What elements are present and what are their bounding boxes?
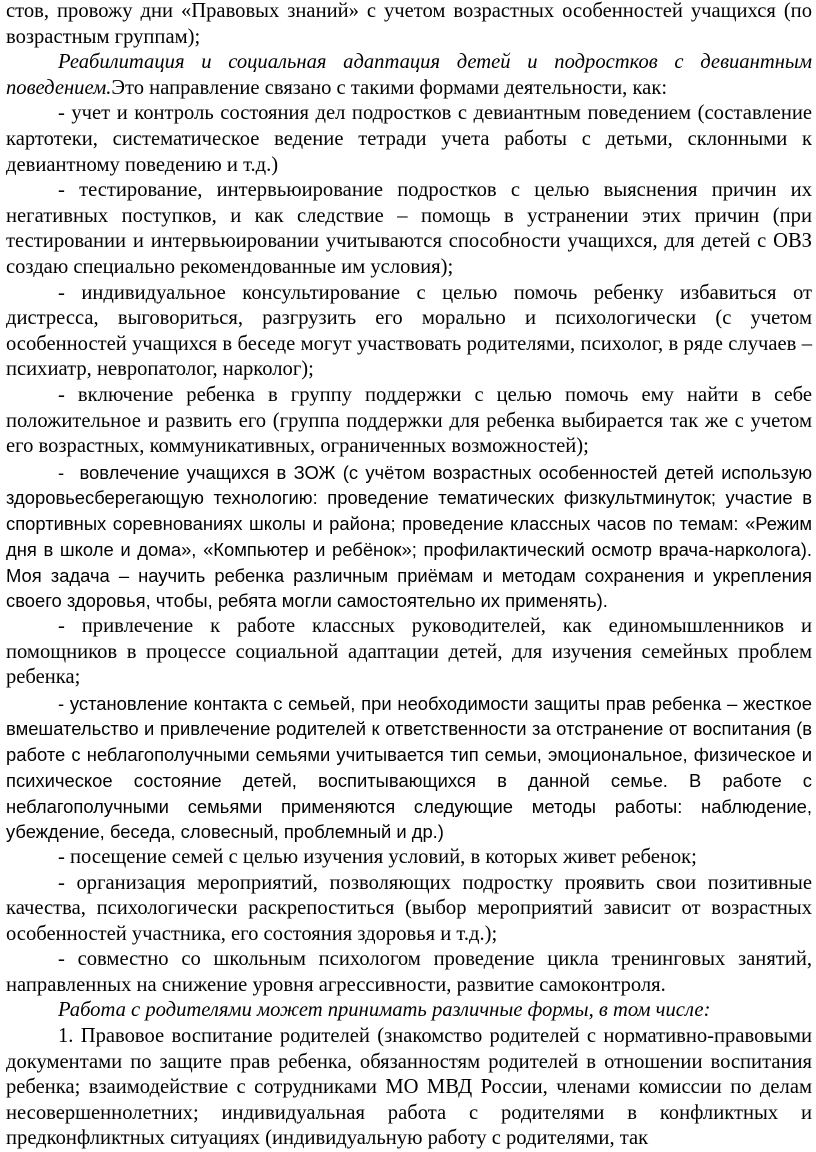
section-heading-description: Это направление связано с такими формами деятельности, как: xyxy=(111,76,668,99)
list-item-events: - организация мероприятий, позволяющих подростку проявить свои позитивные качества, психологически раскрепоститься (выбор мероприятий зависит от возрастных особенностей участника, его состояния здоровья и т.д.); xyxy=(6,871,812,945)
numbered-item-legal-education: 1. Правовое воспитание родителей (знакомство родителей с нормативно-правовыми документами по защите прав ребенка, обязанностям родителей в отношении воспитания ребенка; взаимодействие с сотрудниками МО МВД России, членами комиссии по делам несовершеннолетних; индивидуальная работа с родителями в конфликтных и предконфликтных ситуациях (индивидуальную работу с родителями, так xyxy=(6,1025,812,1150)
paragraph-rehabilitation xyxy=(6,50,812,101)
list-item-testing: - тестирование, интервьюирование подростков с целью выяснения причин их негативных поступков, и как следствие – помощь в устранении этих причин (при тестировании и интервьюировании учитываются способности учащихся, для детей с ОВЗ создаю специально рекомендованные им условия); xyxy=(6,179,812,278)
section-heading-rehabilitation: Реабилитация и социальная адаптация детей и подростков с девиантным поведением. xyxy=(6,51,812,99)
paragraph-intro-continuation: стов, провожу дни «Правовых знаний» с учетом возрастных особенностей учащихся (по возрастным группам); xyxy=(6,0,812,48)
list-item-healthy-lifestyle-text: вовлечение учащихся в ЗОЖ (с учётом возрастных особенностей детей использую здоровьесберегающую технологию: проведение тематических физкультминуток; участие в спортивных соревнованиях школы и района; проведение классных часов по темам: «Режим дня в школе и дома», «Компьютер и ребёнок»; профилактический осмотр врача-нарколога). Моя задача – научить ребенка различным приёмам и методам сохранения и укрепления своего здоровья, чтобы, ребята могли самостоятельно их применять). xyxy=(6,461,812,612)
list-item-trainings: - совместно со школьным психологом проведение цикла тренинговых занятий, направленных на снижение уровня агрессивности, развитие самоконтроля. xyxy=(6,948,812,996)
list-item-support-group: - включение ребенка в группу поддержки с целью помочь ему найти в себе положительное и развить его (группа поддержки для ребенка выбирается так же с учетом его возрастных, коммуникативных, ограниченных возможностей); xyxy=(6,383,812,458)
list-item-healthy-lifestyle xyxy=(6,460,812,614)
list-item-record-keeping: - учет и контроль состояния дел подростков с девиантным поведением (составление картотеки, систематическое ведение тетради учета работы с детьми, склонными к девиантному поведению и т.д.) xyxy=(6,102,812,176)
list-item-consulting: - индивидуальное консультирование с целью помочь ребенку избавиться от дистресса, выговориться, разгрузить его морально и психологически (с учетом особенностей учащихся в беседе могут участвовать родителями, психолог, в ряде случаев – психиатр, невропатолог, нарколог); xyxy=(6,281,812,381)
list-item-family-contact: - установление контакта с семьей, при необходимости защиты прав ребенка – жесткое вмешательство и привлечение родителей к ответственности за отстранение от воспитания (в работе с неблагополучными семьями учитывается тип семьи, эмоциональное, физическое и психическое состояние детей, воспитывающихся в данной семье. В работе с неблагополучными семьями применяются следующие методы работы: наблюдение, убеждение, беседа, словесный, проблемный и др.) xyxy=(6,692,812,843)
list-item-class-teachers: - привлечение к работе классных руководителей, как единомышленников и помощников в процессе социальной адаптации детей, для изучения семейных проблем ребенка; xyxy=(6,614,812,689)
list-item-family-visits: - посещение семей с целью изучения условий, в которых живет ребенок; xyxy=(58,845,697,868)
section-heading-parents: Работа с родителями может принимать различные формы, в том числе: xyxy=(58,999,711,1022)
list-dash: - xyxy=(58,461,65,483)
